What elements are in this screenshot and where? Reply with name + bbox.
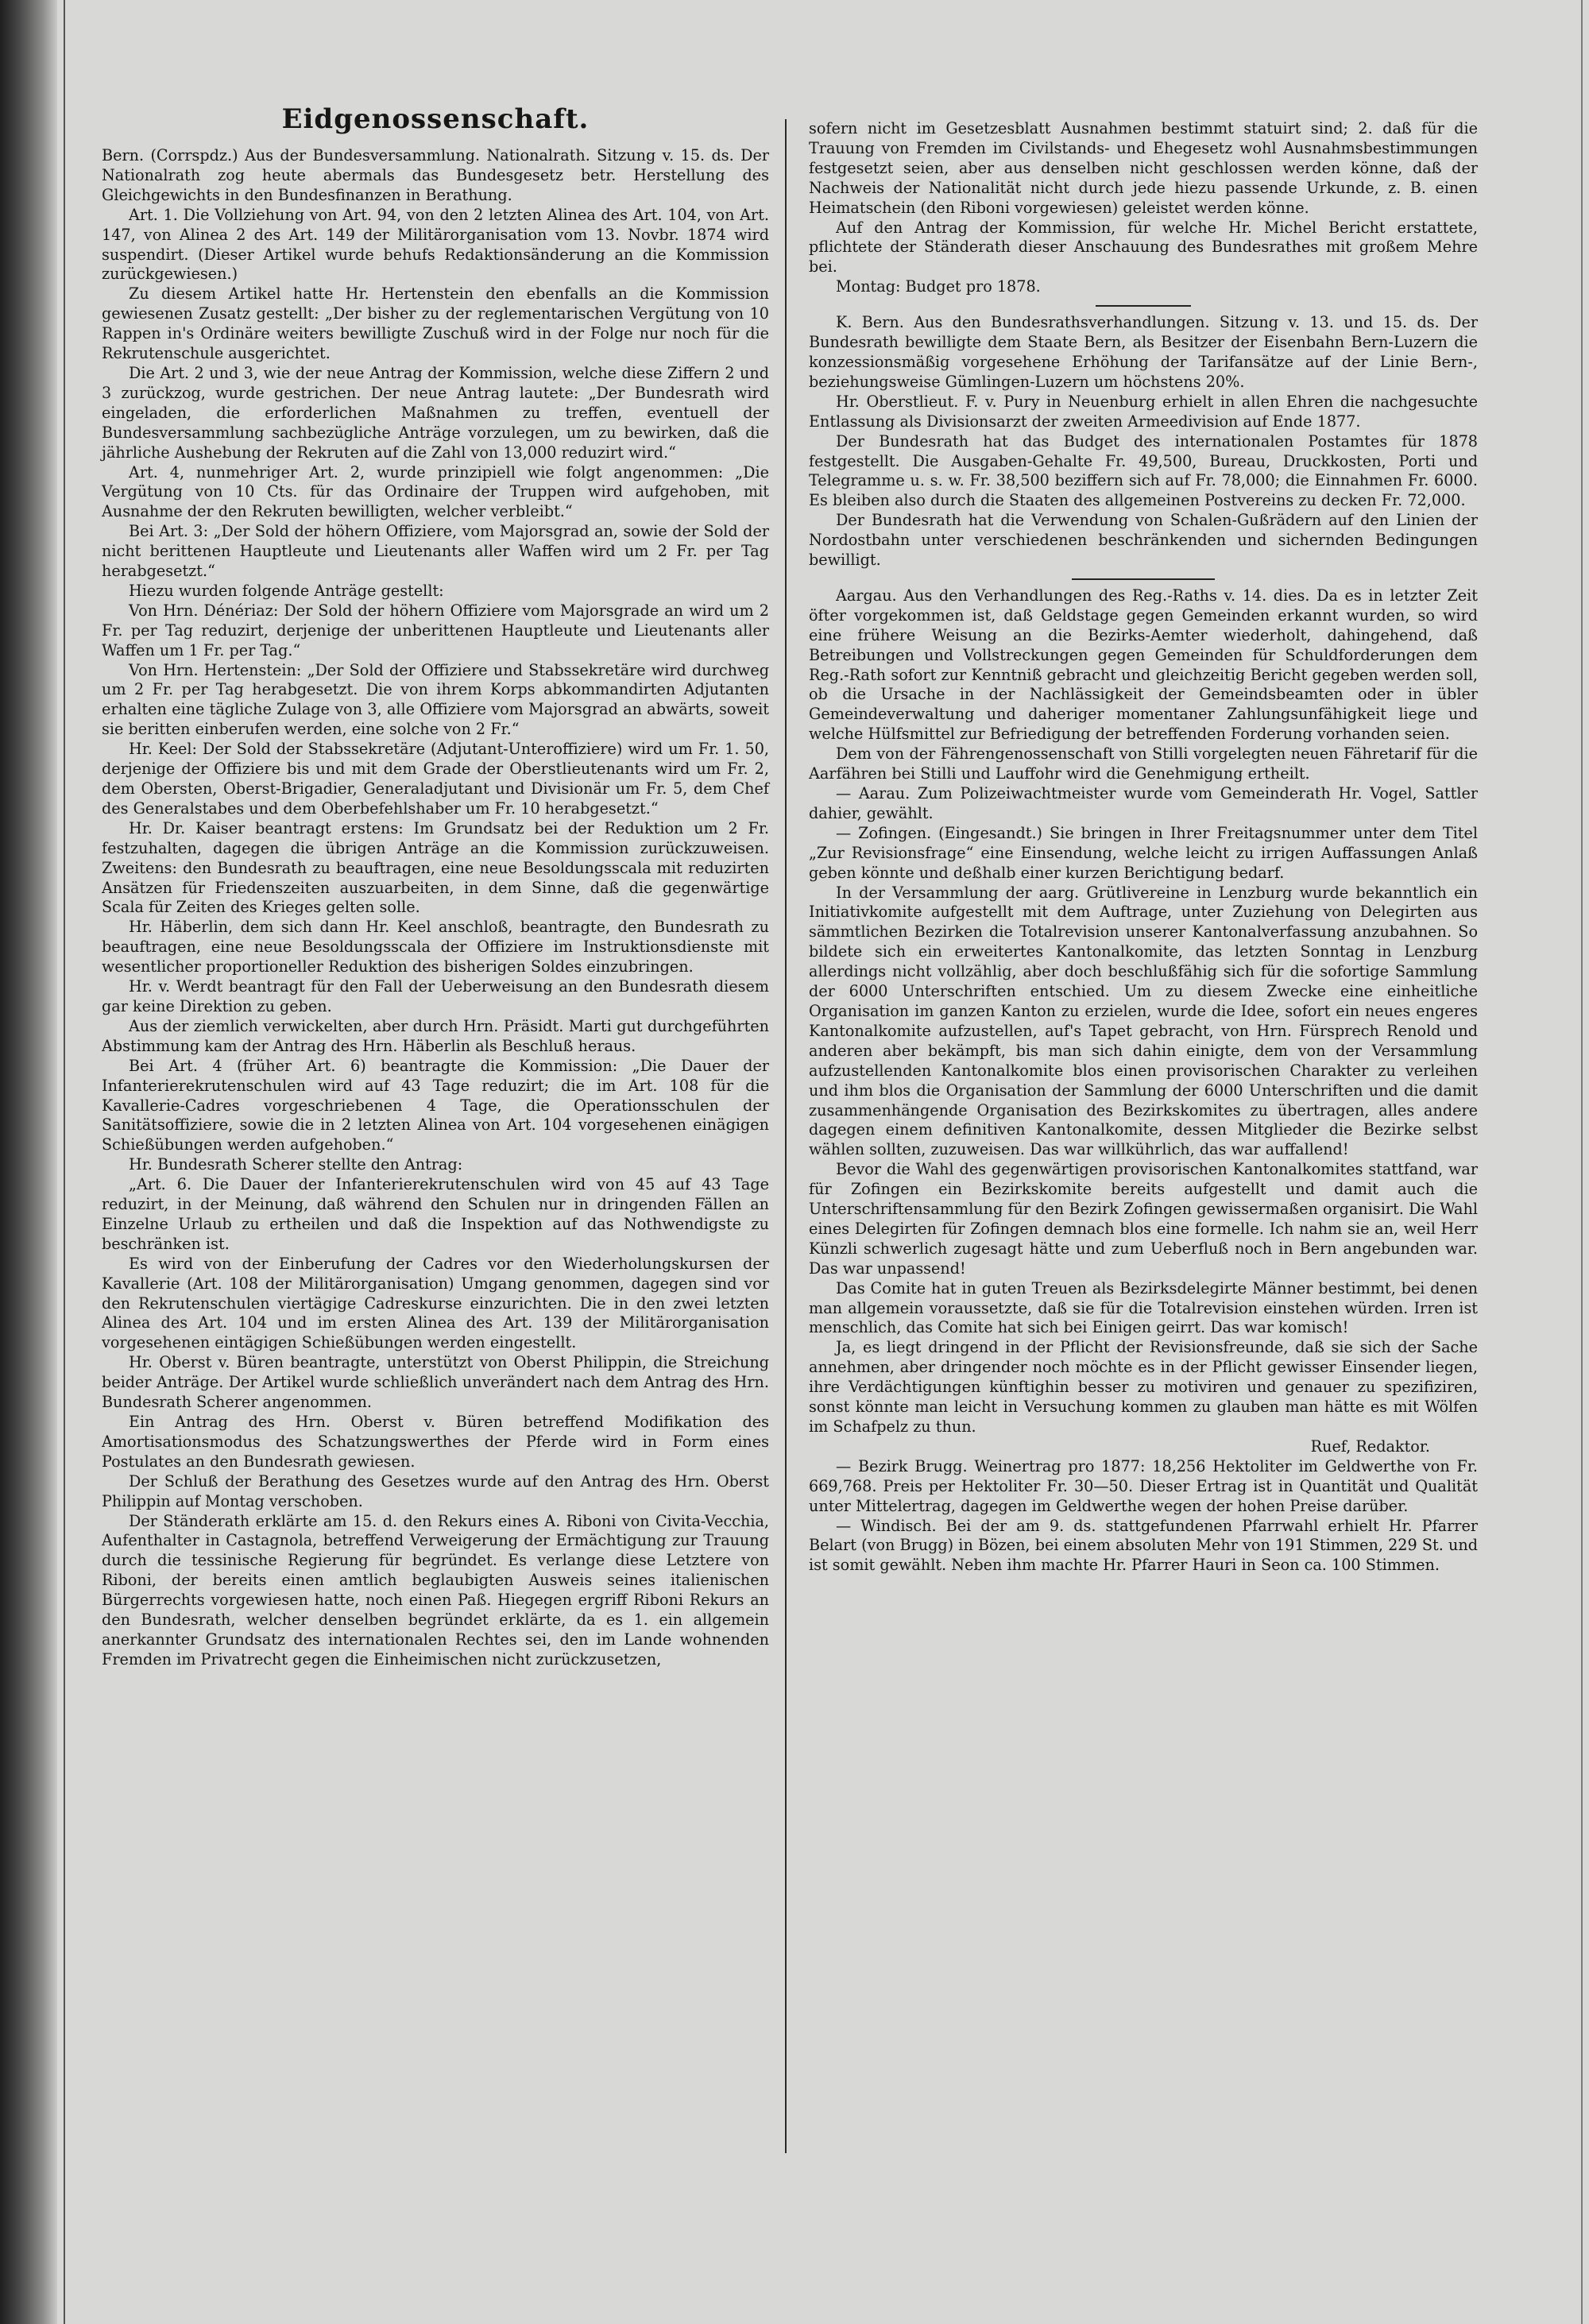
article-paragraph: Von Hrn. Dénériaz: Der Sold der höhern Offiziere vom Majorsgrade an wird um 2 Fr. per Tag reduzirt, derjenige der unberittenen Hauptleute und Lieutenants aller Waffen um 1 Fr. per Tag.“ <box>102 601 769 659</box>
article-paragraph: Aus der ziemlich verwickelten, aber durch Hrn. Präsidt. Marti gut durchgeführten Abstimmung kam der Antrag des Hrn. Häberlin als Beschluß heraus. <box>102 1016 769 1055</box>
page-edge-line <box>1581 0 1583 2324</box>
article-paragraph: Bei Art. 4 (früher Art. 6) beantragte die Kommission: „Die Dauer der Infanterierekrutenschulen wird auf 43 Tage reduzirt; die im Art. 108 für die Kavallerie-Cadres vorgeschriebenen 4 Tage, die Operationsschulen der Sanitätsoffiziere, sowie die in 2 letzten Alinea von Art. 104 vorgesehenen einägigen Schießübungen werden aufgehoben.“ <box>102 1056 769 1154</box>
article-paragraph: Bern. (Corrspdz.) Aus der Bundesversammlung. Nationalrath. Sitzung v. 15. ds. Der Nationalrath zog heute abermals das Bundesgesetz betr. Herstellung des Gleichgewichts in den Bundesfinanzen in Berathung. <box>102 146 769 204</box>
page-binding <box>0 0 57 2324</box>
article-paragraph: Art. 1. Die Vollziehung von Art. 94, von den 2 letzten Alinea des Art. 104, von Art. 147, von Alinea 2 des Art. 149 der Militärorganisation vom 13. Novbr. 1874 wird suspendirt. (Dieser Artikel wurde behufs Redaktionsänderung an die Kommission zurückgewiesen.) <box>102 205 769 284</box>
article-paragraph: — Windisch. Bei der am 9. ds. stattgefundenen Pfarrwahl erhielt Hr. Pfarrer Belart (von Brugg) in Bözen, bei einem absoluten Mehr von 191 Stimmen, 229 St. und ist somit gewählt. Neben ihm machte Hr. Pfarrer Hauri in Seon ca. 100 Stimmen. <box>809 1516 1478 1575</box>
article-paragraph: — Bezirk Brugg. Weinertrag pro 1877: 18,256 Hektoliter im Geldwerthe von Fr. 669,768. Preis per Hektoliter Fr. 30—50. Dieser Ertrag ist in Quantität und Qualität unter Mittelertrag, dagegen im Geldwerthe wegen der hohen Preise darüber. <box>809 1456 1478 1515</box>
article-paragraph: Ein Antrag des Hrn. Oberst v. Büren betreffend Modifikation des Amortisationsmodus des Schatzungswerthes der Pferde wird in Form eines Postulates an den Bundesrath gewiesen. <box>102 1413 769 1471</box>
article-paragraph: — Zofingen. (Eingesandt.) Sie bringen in Ihrer Freitagsnummer unter dem Titel „Zur Revisionsfrage“ eine Einsendung, welche leicht zu irrigen Auffassungen Anlaß geben könnte und deßhalb einer kurzen Berichtigung bedarf. <box>809 823 1478 882</box>
article-paragraph: Zu diesem Artikel hatte Hr. Hertenstein den ebenfalls an die Kommission gewiesenen Zusatz gestellt: „Der bisher zu der reglementarischen Vergütung von 10 Rappen in's Ordinäre weiters bewilligte Zuschuß wird in der Folge nur noch für die Rekrutenschule ausgerichtet. <box>102 284 769 363</box>
article-paragraph: Auf den Antrag der Kommission, für welche Hr. Michel Bericht erstattete, pflichtete der Ständerath dieser Anschauung des Bundesrathes mit großem Mehre bei. <box>809 218 1478 276</box>
separator-rule <box>1072 578 1215 580</box>
article-paragraph: Hr. Oberst v. Büren beantragte, unterstützt von Oberst Philippin, die Streichung beider Anträge. Der Artikel wurde schließlich unverändert nach dem Antrag des Hrn. Bundesrath Scherer angenommen. <box>102 1353 769 1412</box>
bleed-through-notice <box>262 16 548 103</box>
article-paragraph: Hr. Dr. Kaiser beantragt erstens: Im Grundsatz bei der Reduktion um 2 Fr. festzuhalten, dagegen die übrigen Anträge an die Kommission zurückzuweisen. Zweitens: den Bundesrath zu beauftragen, eine neue Besoldungsscala mit reduzirten Ansätzen für Friedenszeiten auszuarbeiten, in dem Sinne, daß die gegenwärtige Scala für Zeiten des Krieges gelten solle. <box>102 818 769 917</box>
article-paragraph: Art. 4, nunmehriger Art. 2, wurde prinzipiell wie folgt angenommen: „Die Vergütung von 10 Cts. für das Ordinaire der Truppen wird aufgehoben, mit Ausnahme der den Rekruten bewilligten, welcher verbleibt.“ <box>102 462 769 521</box>
article-paragraph: sofern nicht im Gesetzesblatt Ausnahmen bestimmt statuirt sind; 2. daß für die Trauung von Fremden im Civilstands- und Ehegesetz wohl Ausnahmsbestimmungen festgesetzt seien, aber aus denselben nicht geschlossen werden könne, daß der Nachweis der Nationalität nicht durch jede hiezu passende Urkunde, z. B. einen Heimatschein (den Riboni vorgewiesen) geleistet werden könne. <box>809 119 1478 217</box>
article-paragraph: — Aarau. Zum Polizeiwachtmeister wurde vom Gemeinderath Hr. Vogel, Sattler dahier, gewählt. <box>809 784 1478 822</box>
article-paragraph: Hr. Oberstlieut. F. v. Pury in Neuenburg erhielt in allen Ehren die nachgesuchte Entlassung als Divisionsarzt der zweiten Armeedivision auf Ende 1877. <box>809 392 1478 431</box>
article-paragraph: „Art. 6. Die Dauer der Infanterierekrutenschulen wird von 45 auf 43 Tage reduzirt, in der Meinung, daß während den Schulen nur in dringenden Fällen an Einzelne Urlaub zu ertheilen und daß die Inspektion auf das Nothwendigste zu beschränken ist. <box>102 1175 769 1253</box>
article-paragraph: Dem von der Fährengenossenschaft von Stilli vorgelegten neuen Fähretarif für die Aarfähren bei Stilli und Lauffohr wird die Genehmigung ertheilt. <box>809 744 1478 783</box>
article-paragraph: Montag: Budget pro 1878. <box>836 277 1041 296</box>
separator-rule <box>1096 305 1191 307</box>
article-paragraph: Von Hrn. Hertenstein: „Der Sold der Offiziere und Stabssekretäre wird durchweg um 2 Fr. per Tag herabgesetzt. Die von ihrem Korps abkommandirten Adjutanten erhalten eine tägliche Zulage von 3, alle Offiziere vom Majorsgrad an abwärts, soweit sie beritten einberufen werden, eine solche von 2 Fr.“ <box>102 660 769 739</box>
article-paragraph: Hiezu wurden folgende Anträge gestellt: <box>129 581 444 600</box>
article-paragraph: Bevor die Wahl des gegenwärtigen provisorischen Kantonalkomites stattfand, war für Zofingen ein Bezirkskomite bereits aufgestellt und damit auch die Unterschriftensammlung für den Bezirk Zofingen gewissermaßen organisirt. Die Wahl eines Delegirten für Zofingen demnach blos eine formelle. Ich nahm sie an, weil Herr Künzli schwerlich zugesagt hätte und zum Ueberfluß noch in Bern angebunden war. Das war unpassend! <box>809 1160 1478 1278</box>
article-paragraph: Hr. Bundesrath Scherer stellte den Antrag: <box>129 1155 463 1174</box>
article-paragraph: In der Versammlung der aarg. Grütlivereine in Lenzburg wurde bekanntlich ein Initiativkomite aufgestellt mit dem Auftrage, unter Zuziehung von Delegirten aus sämmtlichen Bezirken die Totalrevision unserer Kantonalverfassung anzubahnen. So bildete sich ein erweitertes Kantonalkomite, das letzten Sonntag in Lenzburg allerdings nicht vollzählig, aber doch beschlußfähig sich für die sofortige Sammlung der 6000 Unterschriften entschied. Um zu diesem Zwecke eine einheitliche Organisation im ganzen Kanton zu erzielen, wurde die Idee, sofort ein neues engeres Kantonalkomite aufzustellen, auf's Tapet gebracht, von Hrn. Fürsprech Renold und anderen aber bekämpft, bis man sich dahin einigte, dem von der Versammlung aufzustellenden Kantonalkomite blos einen provisorischen Charakter zu verleihen und ihm blos die Organisation der Sammlung der 6000 Unterschriften und die damit zusammenhängende Organisation des Bezirkskomites zu übertragen, alles andere dagegen einem definitiven Kantonalkomite, dessen Mitglieder die Bezirke selbst wählen sollten, zuzuweisen. Das war willkührlich, das war auffallend! <box>809 883 1478 1159</box>
article-paragraph: Die Art. 2 und 3, wie der neue Antrag der Kommission, welche diese Ziffern 2 und 3 zurückzog, wurde gestrichen. Der neue Antrag lautete: „Der Bundesrath wird eingeladen, die erforderlichen Maßnahmen zu treffen, eventuell der Bundesversammlung sachbezügliche Anträge vorzulegen, um zu bewirken, daß die jährliche Aushebung der Rekruten auf die Zahl von 13,000 reduzirt wird.“ <box>102 363 769 462</box>
article-paragraph: K. Bern. Aus den Bundesrathsverhandlungen. Sitzung v. 13. und 15. ds. Der Bundesrath bewilligte dem Staate Bern, als Besitzer der Eisenbahn Bern-Luzern die konzessionsmäßig vorgesehene Erhöhung der Tarifansätze auf der Linie Bern-, beziehungsweise Gümlingen-Luzern um höchstens 20%. <box>809 313 1478 391</box>
article-paragraph: Der Ständerath erklärte am 15. d. den Rekurs eines A. Riboni von Civita-Vecchia, Aufenthalter in Castagnola, betreffend Verweigerung der Ermächtigung zur Trauung durch die tessinische Regierung für begründet. Es verlange diese Letztere von Riboni, der bereits einen amtlich beglaubigten Ausweis seines italienischen Bürgerrechts vorgewiesen hatte, noch einen Paß. Hiegegen ergriff Riboni Rekurs an den Bundesrath, welcher denselben begründet erklärte, da es 1. ein allgemein anerkannter Grundsatz des internationalen Rechtes sei, den im Lande wohnenden Fremden im Privatrecht gegen die Einheimischen nicht zurückzusetzen, <box>102 1511 769 1669</box>
column-divider <box>785 119 787 2153</box>
section-title: Eidgenossenschaft. <box>281 103 590 135</box>
article-paragraph: Bei Art. 3: „Der Sold der höhern Offiziere, vom Majorsgrad an, sowie der Sold der nicht berittenen Hauptleute und Lieutenants aller Waffen wird um 2 Fr. per Tag herabgesetzt.“ <box>102 522 769 581</box>
page-edge-line <box>64 0 65 2324</box>
article-paragraph: Hr. v. Werdt beantragt für den Fall der Ueberweisung an den Bundesrath diesem gar keine Direktion zu geben. <box>102 977 769 1015</box>
left-column <box>102 103 769 1670</box>
article-paragraph: Hr. Keel: Der Sold der Stabssekretäre (Adjutant-Unteroffiziere) wird um Fr. 1. 50, derjenige der Offiziere bis und mit dem Grade der Oberstlieutenants wird um Fr. 2, dem Obersten, Oberst-Brigadier, Generaladjutant und Divisionär um Fr. 5, dem Chef des Generalstabes und dem Oberbefehlshaber um Fr. 10 herabgesetzt.“ <box>102 740 769 818</box>
article-paragraph: Ja, es liegt dringend in der Pflicht der Revisionsfreunde, daß sie sich der Sache annehmen, aber dringender noch möchte es in der Pflicht gewisser Einsender liegen, ihre Verdächtigungen künftighin besser zu motiviren und genauer zu spezifiziren, sonst könnte man leicht in Versuchung kommen zu glauben man hätte es mit Wölfen im Schafpelz zu thun. <box>809 1338 1478 1436</box>
article-paragraph: Aargau. Aus den Verhandlungen des Reg.-Raths v. 14. dies. Da es in letzter Zeit öfter vorgekommen ist, daß Geldstage gegen Gemeinden erkannt wurden, so wird eine frühere Weisung an die Bezirks-Aemter wiederholt, dahingehend, daß Betreibungen und Vollstreckungen gegen Gemeinden für Schuldforderungen dem Reg.-Rath sofort zur Kenntniß gebracht und gleichzeitig Bericht gegeben werden soll, ob die Ursache in der Nachlässigkeit der Gemeindsbeamten oder in übler Gemeindeverwaltung und daheriger momentaner Zahlungsunfähigkeit liege und welche Hülfsmittel zur Befriedigung der betreffenden Forderung vorhanden seien. <box>809 586 1478 744</box>
signature: Ruef, Redaktor. <box>1310 1437 1430 1456</box>
right-column <box>809 119 1478 1576</box>
article-paragraph: Der Bundesrath hat die Verwendung von Schalen-Gußrädern auf den Linien der Nordostbahn unter verschiedenen beschränkenden und sichernden Bedingungen bewilligt. <box>809 511 1478 570</box>
article-paragraph: Der Schluß der Berathung des Gesetzes wurde auf den Antrag des Hrn. Oberst Philippin auf Montag verschoben. <box>102 1471 769 1510</box>
article-paragraph: Es wird von der Einberufung der Cadres vor den Wiederholungskursen der Kavallerie (Art. 108 der Militärorganisation) Umgang genommen, dagegen sind vor den Rekrutenschulen viertägige Cadreskurse einzurichten. Die in den zwei letzten Alinea des Art. 104 und im ersten Alinea des Art. 139 der Militärorganisation vorgesehenen eintägigen Schießübungen werden eingestellt. <box>102 1254 769 1352</box>
article-paragraph: Hr. Häberlin, dem sich dann Hr. Keel anschloß, beantragte, den Bundesrath zu beauftragen, eine neue Besoldungsscala der Offiziere im Instruktionsdienste mit wesentlicher proportioneller Reduktion des bisherigen Soldes einzubringen. <box>102 918 769 976</box>
article-paragraph: Der Bundesrath hat das Budget des internationalen Postamtes für 1878 festgestellt. Die Ausgaben-Gehalte Fr. 49,500, Bureau, Druckkosten, Porti und Telegramme u. s. w. Fr. 38,500 beziffern sich auf Fr. 78,000; die Einnahmen Fr. 6000. Es bleiben also durch die Staaten des allgemeinen Postvereins zu decken Fr. 72,000. <box>809 431 1478 510</box>
article-paragraph: Das Comite hat in guten Treuen als Bezirksdelegirte Männer bestimmt, bei denen man allgemein voraussetzte, daß sie für die Totalrevision einstehen würden. Irren ist menschlich, das Comite hat sich bei Einigen geirrt. Das war komisch! <box>809 1278 1478 1337</box>
